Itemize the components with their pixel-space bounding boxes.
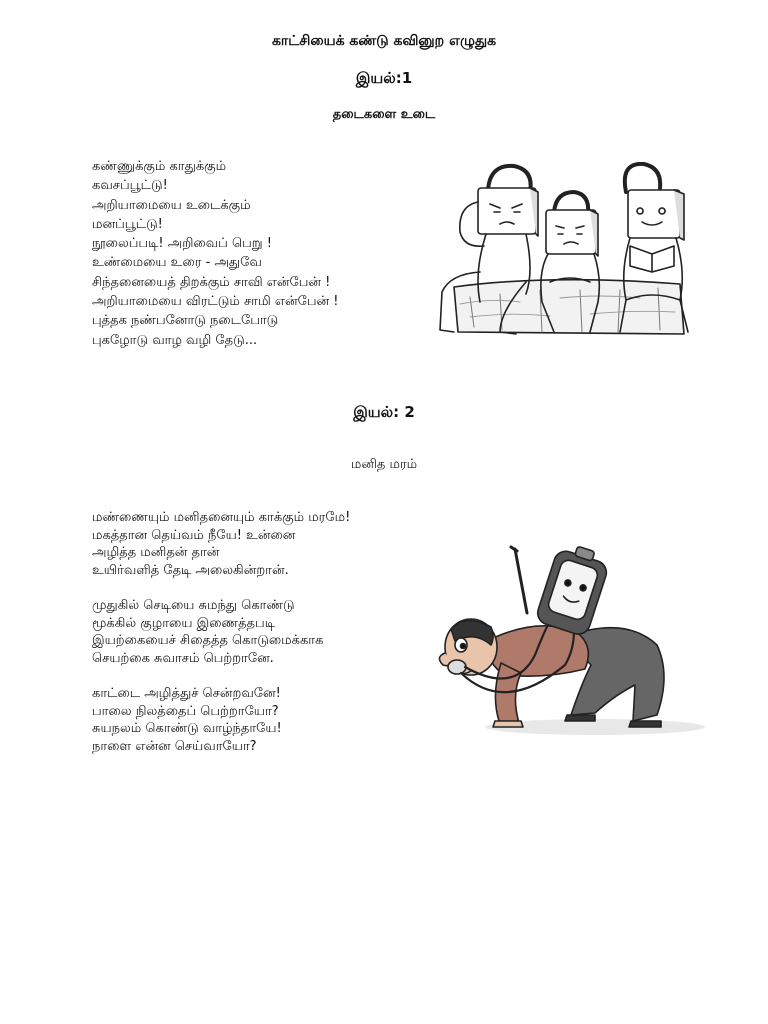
poem-stanza [92,685,350,755]
poem-line: பாலை நிலத்தைப் பெற்றாயோ? [92,703,279,719]
poem-line: சுயநலம் கொண்டு வாழ்ந்தாயே! [92,721,282,737]
poem-line: மண்ணையும் மனிதனையும் காக்கும் மரமே! [92,510,351,525]
poem-line: மனப்பூட்டு! [92,216,163,232]
poem-line: முதுகில் செடியை சுமந்து கொண்டு [92,597,295,613]
section-2-poem [92,509,350,773]
section-1-subtitle: தடைகளை உடை [332,107,436,122]
padlock-figures-illustration [430,162,712,354]
poem-line: சிந்தனையைத் திறக்கும் சாவி என்பேன் ! [92,274,331,290]
poem-line: மகத்தான தெய்வம் நீயே! உன்னை [92,527,296,543]
poem-line: புகழோடு வாழ வழி தேடு... [92,332,258,348]
poem-line: இயற்கையைச் சிதைத்த கொடுமைக்காக [92,633,324,649]
poem-line: அறியாமையை உடைக்கும் [92,197,251,213]
section-2-heading: இயல்: 2 [353,403,415,421]
man-with-oxygen-tank-illustration [395,545,710,740]
poem-stanza [92,597,350,667]
poem-line: அறியாமையை விரட்டும் சாமி என்பேன் ! [92,294,339,310]
poem-line: அழித்த மனிதன் தான் [92,545,220,561]
poem-line: கவசப்பூட்டு! [92,178,168,194]
section-1-heading: இயல்:1 [355,69,413,87]
poem-line: உண்மையை உரை - அதுவே [92,255,262,271]
poem-line: காட்டை அழித்துச் சென்றவனே! [92,685,281,701]
section-1-poem [92,157,339,350]
poem-line: நூலைப்படி! அறிவைப் பெறு ! [92,236,272,252]
poem-line: செயற்கை சுவாசம் பெற்றானே. [92,650,274,666]
poem-line: உயிர்வளித் தேடி அலைகின்றான். [92,562,289,578]
poem-line: நாளை என்ன செய்வாயோ? [92,738,257,754]
poem-line: மூக்கில் குழாயை இணைத்தபடி [92,615,276,631]
poem-stanza [92,509,350,579]
poem-line: புத்தக நண்பனோடு நடைபோடு [92,313,279,329]
page-title: காட்சியைக் கண்டு கவினுற எழுதுக [271,33,497,49]
section-2-subtitle: மனித மரம் [350,457,418,472]
poem-line: கண்ணுக்கும் காதுக்கும் [92,159,227,174]
